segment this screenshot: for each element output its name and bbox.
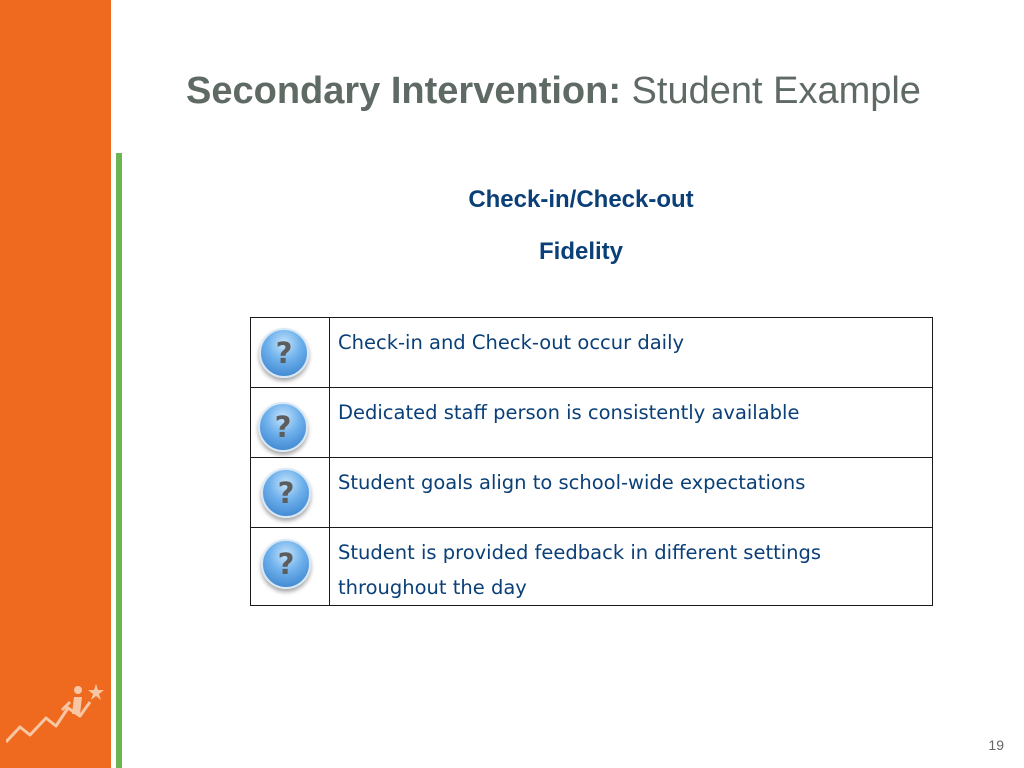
icon-cell [251,458,330,528]
table-row [251,458,933,528]
fidelity-checklist-table [250,317,933,606]
subtitle-fidelity: Fidelity [538,238,623,265]
slide-title [186,70,921,113]
question-mark-icon [261,468,311,518]
question-mark-icon [259,328,309,378]
table-row [251,528,933,606]
icon-cell [251,388,330,458]
title-regular-text: Student Example [631,70,921,112]
question-mark-icon [258,402,308,452]
question-mark-glyph: ? [277,475,295,510]
question-mark-icon [261,539,311,589]
checklist-item-text: Student is provided feedback in different settings throughout the day [330,528,933,606]
table-row [251,318,933,388]
orange-sidebar [0,0,111,768]
checklist-item-text: Student goals align to school-wide expectations [330,458,933,528]
question-mark-glyph: ? [274,409,292,444]
page-number: 19 [988,737,1004,753]
icon-cell [251,318,330,388]
checklist-item-text: Dedicated staff person is consistently available [330,388,933,458]
subtitle-check-in-check-out: Check-in/Check-out [468,186,694,213]
checklist-item-text: Check-in and Check-out occur daily [330,318,933,388]
question-mark-glyph: ? [277,546,295,581]
title-bold-text: Secondary Intervention: [186,70,621,112]
icon-cell [251,528,330,606]
growth-chart-logo-icon [6,680,106,750]
question-mark-glyph: ? [275,335,293,370]
green-accent-line [116,153,122,768]
table-row [251,388,933,458]
